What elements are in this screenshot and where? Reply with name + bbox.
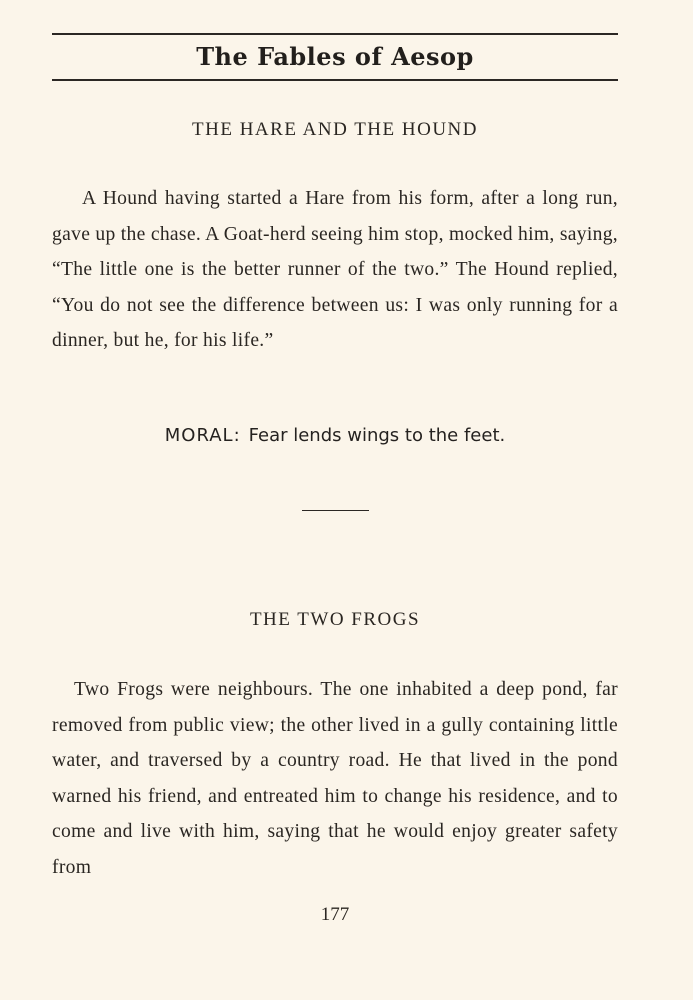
moral-line xyxy=(52,421,618,451)
fable-title-two-frogs: THE TWO FROGS xyxy=(249,609,421,630)
moral-label: MORAL: xyxy=(164,425,241,446)
fable-text-hare-and-hound: A Hound having started a Hare from his form, after a long run, gave up the chase. A Goat-herd seeing him stop, mocked him, saying, “The little one is the better runner of the two.” The Hound replied, “You do not see the difference between us: I was only running for a dinner, but he, for his life.” xyxy=(52,188,618,352)
moral-text: Fear lends wings to the feet. xyxy=(248,425,506,446)
section-separator xyxy=(302,510,369,511)
header-rule-top xyxy=(52,33,618,35)
fable-text-two-frogs: Two Frogs were neighbours. The one inhabited a deep pond, far removed from public view; the other lived in a gully containing little water, and traversed by a country road. He that lived in the pond warned his friend, and entreated him to change his residence, and to come and live with him, saying that he would enjoy greater safety from xyxy=(52,679,618,878)
header-rule-bottom xyxy=(52,79,618,81)
running-header-title: The Fables of Aesop xyxy=(196,42,474,71)
fable-title-hare-and-hound: THE HARE AND THE HOUND xyxy=(192,119,478,140)
page-number: 177 xyxy=(320,904,350,925)
